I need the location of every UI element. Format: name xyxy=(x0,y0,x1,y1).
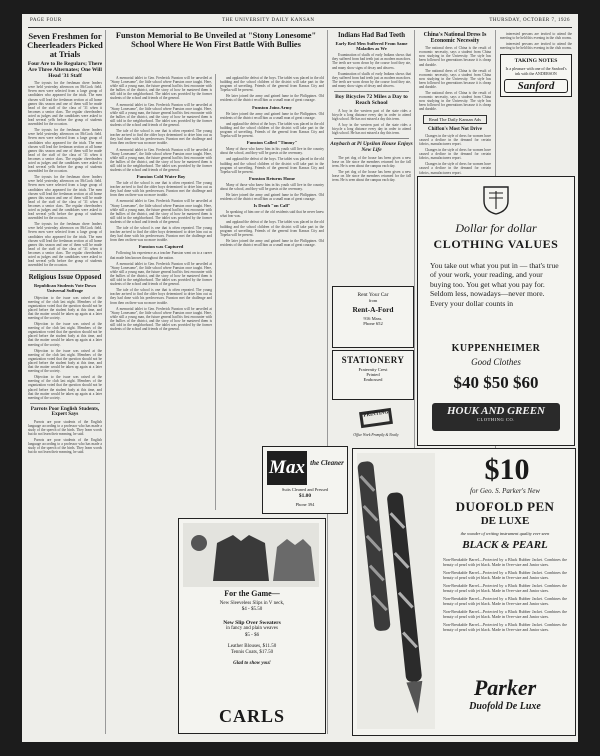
fountain-pen-illustration xyxy=(357,453,435,729)
paragraph: He later joined the army and gained fame in the Philippines. Old residents of the district recall him as a small man of great courage. xyxy=(220,193,324,202)
article-funston-col3 xyxy=(220,76,324,103)
ad-clothing-title: CLOTHING VALUES xyxy=(433,237,559,251)
ad-parker-slogan: the wonder of writing instrument quality ever seen xyxy=(460,531,550,536)
ad-parker-duofold xyxy=(352,448,576,736)
column-4 xyxy=(330,30,413,300)
ad-line: Tennis Coats, $17.50 xyxy=(230,650,274,656)
ad-line: from xyxy=(368,298,378,303)
paragraph: Non-Breakable Barrel—Protected by a Black Rubber Jacket. Combines the beauty of pearl with jet black. Made in Over-size and Junior sizes. xyxy=(443,622,567,632)
article-parrots xyxy=(28,420,102,455)
headline-cheerleaders: Seven Freshmen for Cheerleaders Picked at Trials xyxy=(27,31,103,60)
paragraph: The tryouts for the freshman cheer leaders were held yesterday afternoon on McCook field. Seven men were selected from a large group of candidates who appeared for the trials. The men chosen will lead the freshman section at all home games this season and one of them will be made head of the staff of the class of '31 when it becomes a senior class. The regular cheerleaders acted as judges and the candidates were asked to lead several yells before the group of students assembled for the occasion. xyxy=(28,222,102,268)
paragraph: A memorial tablet to Gen. Frederick Funston will be unveiled at "Stony Lonesome", the little school where Funston once taught. Here, while still a young man, the future general had his first encounter with the bullies of the district, and the story of how he mastered them is still told in the neighborhood. The tablet was provided by the former students of the school and friends of the general. xyxy=(110,199,212,224)
ad-line: Fraternity Crest xyxy=(358,367,388,372)
subhead: Funston Called "Timmy" xyxy=(246,140,298,146)
ad-taking-notes-title: TAKING NOTES xyxy=(514,58,558,65)
column-1 xyxy=(26,30,104,735)
paragraph: The tale of the school is one that is often repeated. The young teacher arrived to find the older boys determined to drive him out as they had done with his predecessors. Funston met the challenge and from then on there was no more trouble. xyxy=(110,129,212,146)
paragraph: Objection to the issue was raised at the meeting of the club last night. Members of the organization voted that the question should not be placed before the student body at this time, and that the matter would be taken up again at a later meeting of the society. xyxy=(28,322,102,347)
ad-line: $5 - $6 xyxy=(244,632,260,638)
ad-taking-notes xyxy=(500,54,572,97)
column-rule xyxy=(327,30,328,734)
ad-line: $4 - $5.50 xyxy=(241,607,263,613)
paragraph: Non-Breakable Barrel—Protected by a Black Rubber Jacket. Combines the beauty of pearl with jet black. Made in Over-size and Junior sizes. xyxy=(443,570,567,580)
ad-line: in fancy and plain weaves xyxy=(226,626,278,632)
subhead: Funston Cold Water Boy xyxy=(136,174,186,180)
ad-carls-title: For the Game— xyxy=(224,589,280,598)
paragraph: Objection to the issue was raised at the meeting of the club last night. Members of the organization voted that the question should not be placed before the student body at this time, and that the matter would be taken up again at a later meeting of the society. xyxy=(28,375,102,400)
divider xyxy=(334,91,409,92)
article-text xyxy=(220,183,324,201)
ad-clothing-body: You take out what you put in — that's true of your work, your reading, and your buying too. You get what you pay for. Seldom less, nowadays—never more. Every your dollar counts in xyxy=(430,261,559,308)
newspaper-page xyxy=(22,14,578,742)
divider xyxy=(334,138,409,139)
paragraph: interested persons are invited to attend the meeting to be held this evening in the club rooms. xyxy=(500,32,572,41)
paragraph: The tryouts for the freshman cheer leaders were held yesterday afternoon on McCook field. Seven men were selected from a large group of candidates who appeared for the trials. The men chosen will lead the freshman section at all home games this season and one of them will be made head of the staff of the class of '31 when it becomes a senior class. The regular cheerleaders acted as judges and the candidates were asked to lead several yells before the group of students assembled for the occasion. xyxy=(28,81,102,127)
ad-parker-price: $10 xyxy=(484,453,530,486)
article-bicycles xyxy=(332,109,411,136)
paragraph: Non-Breakable Barrel—Protected by a Black Rubber Jacket. Combines the beauty of pearl with jet black. Made in Over-size and Junior sizes. xyxy=(443,596,567,606)
paragraph: Objection to the issue was raised at the meeting of the club last night. Members of the organization voted that the question should not be placed before the student body at this time, and that the matter would be taken up again at a later meeting of the society. xyxy=(28,348,102,374)
crest-icon xyxy=(480,185,512,215)
ad-printing-tagline: Office Work Promptly & Neatly xyxy=(353,433,399,437)
ad-taking-notes-text: Is a pleasure with one of the Sanford's ink with the ANDERSON xyxy=(505,66,567,77)
ad-parker-product: DUOFOLD PEN xyxy=(455,499,555,514)
article-text xyxy=(220,210,324,247)
ad-line: $1.00 xyxy=(298,493,312,499)
ad-parker-black-pearl: BLACK & PEARL xyxy=(462,539,548,551)
top-rule xyxy=(28,27,572,28)
paragraph: and applaud the defeat of the boys. The tablet was placed in the old building and the school children of the district will take part in the program of unveiling. Friends of the general from Kansas City and Topeka will be present. xyxy=(220,121,324,139)
headline-religious-issue: Religious Issue Opposed xyxy=(28,273,102,282)
paragraph: The tale of the school is one that is often repeated. The young teacher arrived to find the older boys determined to drive him out as they had done with his predecessors. Funston met the challenge and from then on there was no more trouble. xyxy=(110,288,212,305)
ad-parker-body xyxy=(443,557,567,635)
article-religious-issue xyxy=(28,296,102,400)
paragraph: The national dress of China is the result of economic necessity, says a student from China now studying in the University. The style has been followed for generations because it is cheap and durable. xyxy=(419,46,491,67)
price-50: $50 xyxy=(483,373,509,392)
ad-houk-green-logo xyxy=(432,403,560,431)
ad-stationery xyxy=(332,350,414,400)
deck-indians: Early Red Men Suffered From Same Maladies as We xyxy=(335,41,408,52)
folio-page-number: PAGE FOUR xyxy=(30,18,62,23)
paragraph: The pet dog of the house has been given a new lease on life since the members returned for the fall term. He is seen about the campus each day. xyxy=(332,155,411,168)
paragraph: The national dress of China is the result of economic necessity, says a student from China now studying in the University. The style has been followed for generations because it is cheap and durable. xyxy=(419,91,491,112)
ad-line: Suits Cleaned and Pressed xyxy=(281,487,329,492)
paragraph: Examination of skulls of early Indians shows that they suffered from bad teeth just as modern man does. The teeth are worn down by the coarse food they ate, and many show signs of decay and abscess. xyxy=(332,53,411,70)
paragraph: Parrots are poor students of the English language according to a professor who has made a study of the speech of the birds. They learn words but do not learn their meaning, he said. xyxy=(28,438,102,455)
headline-pi-upsilon: Anybach at Pi Upsilon House Enjoys New Life xyxy=(330,141,413,153)
headline-china: China's National Dress Is Economic Necessity xyxy=(423,32,487,45)
ad-line: Phone 652 xyxy=(363,321,383,326)
headline-parrots: Parrots Poor English Students, Expert Says xyxy=(30,405,100,418)
price-60: $60 xyxy=(513,373,539,392)
deck-religious-issue: Republican Students Vote Down Universal Suffrage xyxy=(34,282,96,293)
ad-sanford-logo: Sanford xyxy=(504,79,568,93)
ad-printing-word: PRINTING xyxy=(363,410,389,419)
paragraph: A memorial tablet to Gen. Frederick Funston will be unveiled at "Stony Lonesome", the little school where Funston once taught. Here, while still a young man, the future general had his first encounter with the bullies of the district, and the story of how he mastered them is still told in the neighborhood. The tablet was provided by the former students of the school and friends of the general. xyxy=(110,102,212,128)
article-funston xyxy=(110,76,212,172)
ad-line: Rent Your Car xyxy=(357,292,389,298)
paragraph: Changes in the style of dress for women have caused a decline in the demand for certain fabrics, manufacturers report. xyxy=(419,162,491,175)
paragraph: Examination of skulls of early Indians shows that they suffered from bad teeth just as modern man does. The teeth are worn down by the coarse food they ate, and many show signs of decay and abscess. xyxy=(332,71,411,88)
funston-banner xyxy=(108,30,324,76)
ad-line: Embossed xyxy=(363,377,383,382)
ad-store-name: HOUK AND GREEN xyxy=(447,405,545,417)
ad-clothing-values xyxy=(417,176,575,446)
paragraph: and applaud the defeat of the boys. The tablet was placed in the old building and the school children of the district will take part in the program of unveiling. Friends of the general from Kansas City and Topeka will be present. xyxy=(220,76,324,93)
paragraph: In speaking of him one of the old residents said that he never knew what fear was. xyxy=(220,210,324,219)
paragraph: A memorial tablet to Gen. Frederick Funston will be unveiled at "Stony Lonesome", the little school where Funston once taught. Here, while still a young man, the future general had his first encounter with the bullies of the district, and the story of how he mastered them is still told in the neighborhood. The tablet was provided by the former students of the school and friends of the general. xyxy=(110,261,212,287)
read-ads-note: Read The Daily Kansan Ads xyxy=(423,115,487,124)
column-2 xyxy=(108,74,214,514)
divider xyxy=(30,403,100,404)
paragraph: Many of those who knew him in his youth still live in the country about the school, and they will be guests at the ceremony. xyxy=(220,147,324,156)
paragraph: A boy in the western part of the state rides a bicycle a long distance every day in order to attend high school. He has not missed a day this term. xyxy=(332,108,411,121)
article-funston-cont xyxy=(110,181,212,242)
ad-max-logo: Max xyxy=(267,451,307,485)
subhead: Funston Returns Home xyxy=(249,175,295,181)
ad-max-cleaner xyxy=(262,446,348,514)
deck-cheerleaders: Four Are to Be Regulars; There Are Three Alternates; One Will Head '31 Staff xyxy=(27,61,103,80)
ad-parker-deluxe: DE LUXE xyxy=(480,515,530,527)
paragraph: The tryouts for the freshman cheer leaders were held yesterday afternoon on McCook field. Seven men were selected from a large group of candidates who appeared for the trials. The men chosen will lead the freshman section at all home games this season and one of them will be made head of the staff of the class of '31 when it becomes a senior class. The regular cheerleaders acted as judges and the candidates were asked to lead several yells before the group of students assembled for the occasion. xyxy=(28,128,102,174)
paragraph: Changes in the style of dress for women have caused a decline in the demand for certain fabrics, manufacturers report. xyxy=(419,133,491,146)
article-funston-cont xyxy=(110,251,212,331)
column-rule xyxy=(105,30,106,734)
paragraph: Changes in the style of dress for women have caused a decline in the demand for certain fabrics, manufacturers report. xyxy=(419,148,491,161)
article-text xyxy=(220,112,324,139)
paragraph: He later joined the army and gained fame in the Philippines. Old residents of the district recall him as a small man of great courage. xyxy=(220,94,324,103)
paragraph: The tale of the school is one that is often repeated. The young teacher arrived to find the older boys determined to drive him out as they had done with his predecessors. Funston met the challenge and from then on there was no more trouble. xyxy=(110,226,212,243)
ad-max-sub: the Cleaner xyxy=(310,459,344,467)
paragraph: He later joined the army and gained fame in the Philippines. Old residents of the district recall him as a small man of great courage. xyxy=(220,111,324,120)
folio-date: THURSDAY, OCTOBER 7, 1926 xyxy=(489,18,570,23)
article-text xyxy=(220,147,324,174)
article-chiffon xyxy=(419,134,491,175)
headline-funston: Funston Memorial to Be Unveiled at "Stony Lonesome" School Where He Won First Battle With Bullies xyxy=(115,31,317,49)
article-col6 xyxy=(500,32,572,50)
subhead: Is Death "on Call" xyxy=(253,203,291,209)
article-china xyxy=(419,46,491,111)
paragraph: The national dress of China is the result of economic necessity, says a student from China now studying in the University. The style has been followed for generations because it is cheap and durable. xyxy=(419,68,491,89)
paragraph: Non-Breakable Barrel—Protected by a Black Rubber Jacket. Combines the beauty of pearl with jet black. Made in Over-size and Junior sizes. xyxy=(443,609,567,619)
ad-clothing-tagline: Dollar for dollar xyxy=(455,221,537,235)
paragraph: and applaud the defeat of the boys. The tablet was placed in the old building and the school children of the district will take part in the program of unveiling. Friends of the general from Kansas City and Topeka will be present. xyxy=(220,157,324,174)
headline-bicycles: Boy Bicycles 72 Miles a Day to Reach School xyxy=(335,93,408,106)
sweater-illustration xyxy=(183,523,319,587)
ad-parker-line1: for Geo. S. Parker's New xyxy=(470,487,540,495)
paragraph: interested persons are invited to attend the meeting to be held this evening in the club rooms. xyxy=(500,42,572,51)
headline-indians: Indians Had Bad Teeth xyxy=(337,32,406,39)
ad-line: New Slip Over Sweaters xyxy=(223,619,281,626)
divider xyxy=(30,270,100,271)
headline-chiffon: Chiffon's Most Not Drive xyxy=(427,126,483,132)
ad-carls-text xyxy=(179,601,325,667)
ad-parker-logo: Parker xyxy=(473,675,537,700)
ad-line: Printed xyxy=(366,372,380,377)
article-indians xyxy=(332,53,411,88)
paragraph: A boy in the western part of the state rides a bicycle a long distance every day in order to attend high school. He has not missed a day this term. xyxy=(332,122,411,136)
ad-clothing-brand: KUPPENHEIMER xyxy=(451,343,541,354)
column-6 xyxy=(498,30,574,190)
paragraph: He later joined the army and gained fame in the Philippines. Old residents of the district recall him as a small man of great courage. xyxy=(220,238,324,247)
paragraph: Objection to the issue was raised at the meeting of the club last night. Members of the organization voted that the question should not be placed before the student body at this time, and that the matter would be taken up again at a later meeting of the society. xyxy=(28,295,102,320)
paragraph: The pet dog of the house has been given a new lease on life since the members returned for the fall term. He is seen about the campus each day. xyxy=(332,169,411,183)
ad-rent-a-ford xyxy=(332,286,414,348)
paragraph: Following his experience as a teacher Funston went on to a career that made him known throughout the nation. xyxy=(110,251,212,260)
subhead: Funston was Captured xyxy=(138,244,184,250)
ad-carls-logo: CARLS xyxy=(218,706,285,726)
ad-store-sub: CLOTHING CO. xyxy=(477,417,515,422)
paragraph: The tryouts for the freshman cheer leaders were held yesterday afternoon on McCook field. Seven men were selected from a large group of candidates who appeared for the trials. The men chosen will lead the freshman section at all home games this season and one of them will be made head of the staff of the class of '31 when it becomes a senior class. The regular cheerleaders acted as judges and the candidates were asked to lead several yells before the group of students assembled for the occasion. xyxy=(28,175,102,221)
ad-line: 916 Mass. xyxy=(363,316,383,321)
ad-parker-logo-sub: Duofold De Luxe xyxy=(469,701,541,712)
ad-clothing-sub: Good Clothes xyxy=(471,357,521,367)
ad-line: Phone 394 xyxy=(295,502,315,507)
paragraph: Many of those who knew him in his youth still live in the country about the school, and they will be guests at the ceremony. xyxy=(220,182,324,191)
article-cheerleaders xyxy=(28,81,102,267)
ad-carls-sweaters xyxy=(178,518,326,734)
folio-masthead: THE UNIVERSITY DAILY KANSAN xyxy=(222,18,315,23)
ad-line: Leather Blouses, $11.50 xyxy=(227,644,277,650)
price-40: $40 xyxy=(453,373,479,392)
paragraph: The tale of the school is one that is often repeated. The young teacher arrived to find the older boys determined to drive him out as they had done with his predecessors. Funston met the challenge and from then on there was no more trouble. xyxy=(110,181,212,198)
ad-stationery-title: STATIONERY xyxy=(341,355,405,365)
ad-rent-a-ford-name: Rent-A-Ford xyxy=(352,305,394,314)
paragraph: Non-Breakable Barrel—Protected by a Black Rubber Jacket. Combines the beauty of pearl with jet black. Made in Over-size and Junior sizes. xyxy=(443,583,567,593)
column-rule xyxy=(215,74,216,510)
subhead: Funston Joins Army xyxy=(252,104,292,110)
paragraph: A memorial tablet to Gen. Frederick Funston will be unveiled at "Stony Lonesome", the little school where Funston once taught. Here, while still a young man, the future general had his first encounter with the bullies of the district, and the story of how he mastered them is still told in the neighborhood. The tablet was provided by the former students of the school and friends of the general. xyxy=(110,76,212,101)
article-pi-upsilon xyxy=(332,156,411,183)
paragraph: and applaud the defeat of the boys. The tablet was placed in the old building and the school children of the district will take part in the program of unveiling. Friends of the general from Kansas City and Topeka will be present. xyxy=(220,220,324,237)
paragraph: Non-Breakable Barrel—Protected by a Black Rubber Jacket. Combines the beauty of pearl with jet black. Made in Over-size and Junior sizes. xyxy=(443,557,567,567)
ad-printing xyxy=(348,402,404,442)
ad-line: Glad to show you! xyxy=(233,660,271,666)
paragraph: A memorial tablet to Gen. Frederick Funston will be unveiled at "Stony Lonesome", the little school where Funston once taught. Here, while still a young man, the future general had his first encounter with the bullies of the district, and the story of how he mastered them is still told in the neighborhood. The tablet was provided by the former students of the school and friends of the general. xyxy=(110,306,212,332)
ad-clothing-prices xyxy=(418,373,574,393)
paragraph: A memorial tablet to Gen. Frederick Funston will be unveiled at "Stony Lonesome", the little school where Funston once taught. Here, while still a young man, the future general had his first encounter with the bullies of the district, and the story of how he mastered them is still told in the neighborhood. The tablet was provided by the former students of the school and friends of the general. xyxy=(110,147,212,172)
ad-line: New Sleeveless Slips in V neck, xyxy=(219,601,285,606)
paragraph: Parrots are poor students of the English language according to a professor who has made a study of the speech of the birds. They learn words but do not learn their meaning, he said. xyxy=(28,419,102,436)
